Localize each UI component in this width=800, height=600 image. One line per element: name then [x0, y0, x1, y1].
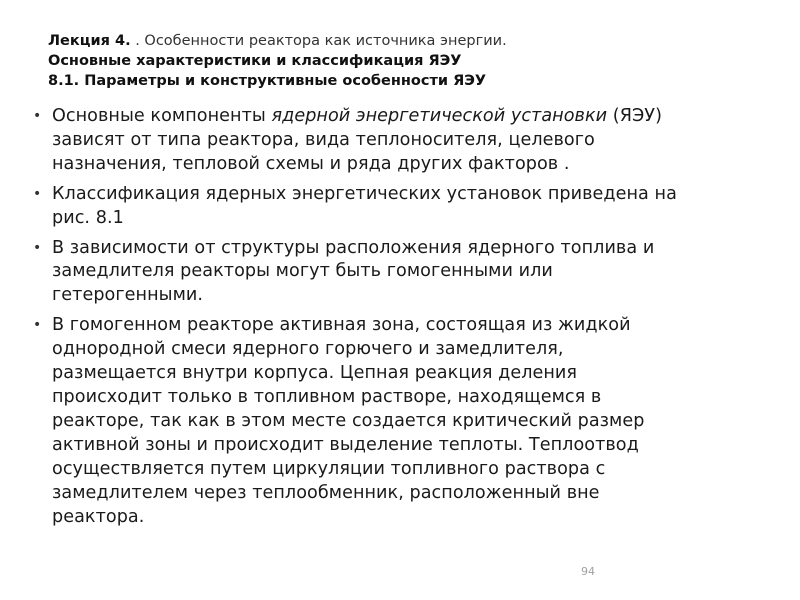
bullet-item-components: [30, 105, 775, 177]
bullet-line: реакторе, так как в этом месте создается критический размер: [52, 410, 645, 431]
bullet-line: активной зоны и происходит выделение теплоты. Теплоотвод: [52, 434, 639, 455]
title-line-3: 8.1. Параметры и конструктивные особенности ЯЭУ: [48, 73, 487, 89]
italic-term: ядерной энергетической установки: [271, 106, 608, 126]
bullet-line: однородной смеси ядерного горючего и замедлителя,: [52, 339, 564, 360]
bullet-line: В гомогенном реакторе активная зона, состоящая из жидкой: [52, 315, 631, 336]
bullet-dot-icon: •: [33, 239, 42, 256]
bullet-line: замедлителя реакторы могут быть гомогенными или: [52, 261, 553, 282]
page-number: 94: [581, 565, 595, 578]
bullet-list: [30, 105, 775, 535]
bullet-line: реактора.: [52, 506, 145, 527]
bullet-line: осуществляется путем циркуляции топливного раствора с: [52, 458, 606, 479]
lecture-label: Лекция 4.: [48, 33, 131, 49]
bullet-line: рис. 8.1: [52, 207, 124, 228]
bullet-item-homogeneous-reactor: [30, 314, 775, 529]
bullet-line: назначения, тепловой схемы и ряда других факторов .: [52, 153, 570, 174]
bullet-item-structure: [30, 237, 775, 309]
bullet-dot-icon: •: [33, 317, 42, 334]
bullet-item-classification: [30, 183, 775, 231]
title-line-1: [48, 31, 768, 51]
bullet-line: замедлителем через теплообменник, расположенный вне: [52, 482, 600, 503]
title-line-2: Основные характеристики и классификация ЯЭУ: [48, 53, 462, 69]
text-segment: Основные компоненты: [52, 106, 272, 126]
slide-title: [48, 31, 768, 91]
bullet-line: размещается внутри корпуса. Цепная реакция деления: [52, 363, 578, 384]
bullet-line: зависят от типа реактора, вида теплоносителя, целевого: [52, 129, 595, 150]
bullet-line: [52, 105, 775, 129]
bullet-line: происходит только в топливном растворе, находящемся в: [52, 386, 602, 407]
text-segment: (ЯЭУ): [607, 106, 662, 126]
bullet-line: Классификация ядерных энергетических установок приведена на: [52, 183, 677, 204]
bullet-dot-icon: •: [33, 108, 42, 124]
bullet-line: гетерогенными.: [52, 285, 204, 306]
lecture-topic: . Особенности реактора как источника энергии.: [130, 33, 507, 49]
bullet-dot-icon: •: [33, 185, 42, 202]
bullet-line: В зависимости от структуры расположения ядерного топлива и: [52, 237, 655, 258]
